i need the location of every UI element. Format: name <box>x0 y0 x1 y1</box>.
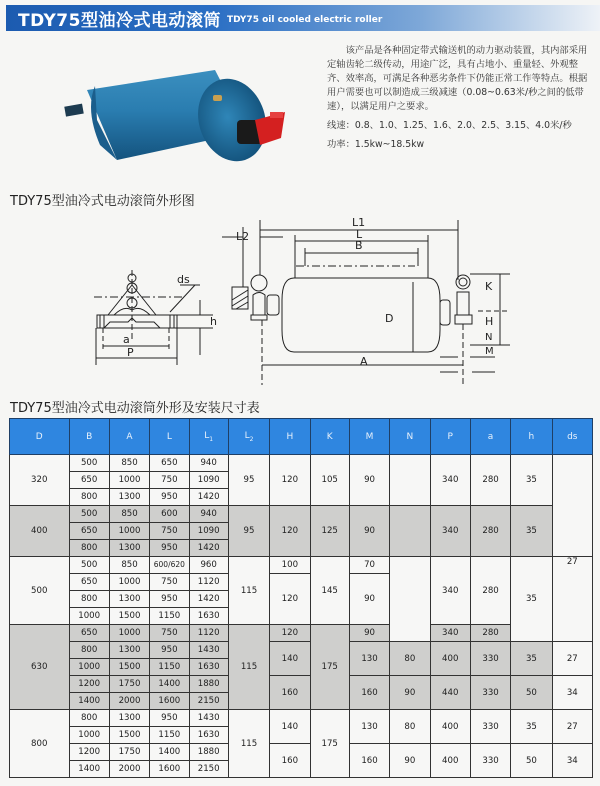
cell-L1: 1430 <box>189 710 228 727</box>
col-header-D: D <box>10 419 70 455</box>
cell-M: 160 <box>349 744 389 778</box>
cell-ds: 27 <box>552 642 592 676</box>
cell-M: 160 <box>349 676 389 710</box>
cell-H: 100 <box>270 557 310 574</box>
cell-L: 1400 <box>150 676 189 693</box>
cell-M: 90 <box>349 506 389 557</box>
cell-a: 330 <box>470 642 510 676</box>
dim-label-L: L <box>356 228 363 241</box>
description-paragraph: 该产品是各种固定带式输送机的动力驱动装置，其内部采用定轴齿轮二级传动，用途广泛，具有占地小、重量轻、外观整齐、效率高，可满足各种恶劣条件下仍能正常工作等特点。根据用户需要也可以制造成三级减速（0.08~0.63米/秒之间的低带速），以满足用户之要求。 <box>327 45 588 112</box>
cell-M: 90 <box>349 574 389 625</box>
cell-M: 90 <box>349 455 389 506</box>
cell-L: 1600 <box>150 693 189 710</box>
table-row <box>10 710 593 727</box>
cell-P: 340 <box>430 625 470 642</box>
cell-A: 1300 <box>109 591 149 608</box>
cell-h: 35 <box>511 455 552 506</box>
col-header-P: P <box>430 419 470 455</box>
cell-L: 950 <box>150 710 189 727</box>
cell-B: 500 <box>69 455 109 472</box>
page-title: TDY75型油冷式电动滚筒 <box>18 10 221 31</box>
cell-A: 1300 <box>109 489 149 506</box>
cell-N: 80 <box>390 642 430 676</box>
col-header-h: h <box>511 419 552 455</box>
cell-N: 90 <box>390 676 430 710</box>
cell-B: 800 <box>69 642 109 659</box>
cell-L1: 940 <box>189 455 228 472</box>
cell-H: 120 <box>270 506 310 557</box>
cell-B: 1000 <box>69 659 109 676</box>
col-header-L: L <box>150 419 189 455</box>
col-header-N: N <box>390 419 430 455</box>
cell-B: 1000 <box>69 727 109 744</box>
cell-P: 340 <box>430 557 470 625</box>
col-header-L2: $L_2$ <box>228 419 269 455</box>
cell-L1: 2150 <box>189 693 228 710</box>
cell-h: 35 <box>511 642 552 676</box>
cell-D: 400 <box>10 506 70 557</box>
cell-A: 1500 <box>109 608 149 625</box>
outline-drawing <box>0 205 600 395</box>
cell-L2: 115 <box>228 625 269 710</box>
page-subtitle-en: TDY75 oil cooled electric roller <box>226 14 383 25</box>
cell-L: 950 <box>150 540 189 557</box>
cell-A: 1300 <box>109 710 149 727</box>
cell-h: 50 <box>511 676 552 710</box>
cell-A: 1750 <box>109 744 149 761</box>
cell-P: 400 <box>430 744 470 778</box>
cell-L: 1400 <box>150 744 189 761</box>
cell-L1: 1630 <box>189 608 228 625</box>
table-row <box>10 506 593 523</box>
cell-a: 280 <box>470 455 510 506</box>
cell-N: 90 <box>390 744 430 778</box>
col-header-K: K <box>310 419 349 455</box>
cell-L: 950 <box>150 591 189 608</box>
cell-N <box>390 557 430 642</box>
table-row <box>10 557 593 574</box>
col-header-M: M <box>349 419 389 455</box>
cell-a: 280 <box>470 557 510 625</box>
cell-A: 1750 <box>109 676 149 693</box>
cell-D: 630 <box>10 625 70 710</box>
cell-ds: 34 <box>552 744 592 778</box>
cell-H: 140 <box>270 642 310 676</box>
cell-B: 650 <box>69 523 109 540</box>
cell-L: 750 <box>150 574 189 591</box>
cell-A: 850 <box>109 506 149 523</box>
cell-L: 1150 <box>150 659 189 676</box>
cell-D: 800 <box>10 710 70 778</box>
cell-P: 340 <box>430 455 470 506</box>
cell-B: 500 <box>69 506 109 523</box>
table-row <box>10 625 593 642</box>
cell-A: 1500 <box>109 727 149 744</box>
cell-B: 1400 <box>69 761 109 778</box>
cell-A: 1300 <box>109 540 149 557</box>
cell-H: 120 <box>270 574 310 625</box>
cell-B: 800 <box>69 489 109 506</box>
cell-K: 145 <box>310 557 349 625</box>
cell-h: 35 <box>511 710 552 744</box>
col-header-H: H <box>270 419 310 455</box>
cell-L2: 95 <box>228 455 269 506</box>
dim-label-D: D <box>385 312 394 325</box>
dim-label-ds: ds <box>177 273 190 286</box>
cell-ds <box>552 455 592 557</box>
dim-label-L1: L1 <box>352 216 366 229</box>
cell-H: 160 <box>270 744 310 778</box>
speed-spec: 线速：0.8、1.0、1.25、1.6、2.0、2.5、3.15、4.0米/秒 <box>327 120 572 131</box>
cell-N <box>390 506 430 557</box>
cell-a: 280 <box>470 506 510 557</box>
cell-K: 105 <box>310 455 349 506</box>
cell-L1: 1880 <box>189 676 228 693</box>
cell-B: 1000 <box>69 608 109 625</box>
cell-L2: 115 <box>228 557 269 625</box>
cell-N: 80 <box>390 710 430 744</box>
cell-ds: 27 <box>552 710 592 744</box>
cell-L1: 1120 <box>189 625 228 642</box>
cell-P: 440 <box>430 676 470 710</box>
cell-B: 800 <box>69 710 109 727</box>
cell-L: 950 <box>150 642 189 659</box>
cell-K: 175 <box>310 710 349 778</box>
cell-B: 800 <box>69 591 109 608</box>
cell-M: 90 <box>349 625 389 642</box>
cell-B: 800 <box>69 540 109 557</box>
cell-L: 750 <box>150 523 189 540</box>
cell-H: 120 <box>270 625 310 642</box>
cell-L1: 1880 <box>189 744 228 761</box>
cell-D: 500 <box>10 557 70 625</box>
cell-L1: 1120 <box>189 574 228 591</box>
cell-A: 1000 <box>109 574 149 591</box>
cell-L1: 960 <box>189 557 228 574</box>
dimension-table <box>9 418 593 778</box>
cell-B: 650 <box>69 472 109 489</box>
cell-L1: 1630 <box>189 659 228 676</box>
col-header-B: B <box>69 419 109 455</box>
product-photo <box>55 50 285 165</box>
dim-label-B: B <box>355 239 363 252</box>
cell-B: 1200 <box>69 676 109 693</box>
cell-B: 1400 <box>69 693 109 710</box>
cell-B: 500 <box>69 557 109 574</box>
cell-M: 70 <box>349 557 389 574</box>
cell-L1: 1430 <box>189 642 228 659</box>
cell-L: 950 <box>150 489 189 506</box>
cell-L2: 95 <box>228 506 269 557</box>
dim-label-L2: L2 <box>236 230 250 243</box>
cell-L1: 940 <box>189 506 228 523</box>
dim-label-p: P <box>127 346 134 359</box>
cell-A: 850 <box>109 455 149 472</box>
cell-L: 750 <box>150 472 189 489</box>
dim-label-M: M <box>485 346 494 357</box>
cell-H: 140 <box>270 710 310 744</box>
col-header-a: a <box>470 419 510 455</box>
cell-L1: 1090 <box>189 523 228 540</box>
cell-A: 1000 <box>109 472 149 489</box>
dim-label-K: K <box>485 280 493 293</box>
dim-label-H: H <box>485 315 494 328</box>
cell-h: 35 <box>511 557 552 642</box>
cell-L: 1600 <box>150 761 189 778</box>
cell-a: 330 <box>470 744 510 778</box>
cell-A: 850 <box>109 557 149 574</box>
cell-ds: 34 <box>552 676 592 710</box>
table-row <box>10 642 593 659</box>
table-row <box>10 455 593 472</box>
cell-P: 340 <box>430 506 470 557</box>
cell-B: 1200 <box>69 744 109 761</box>
cell-L1: 1420 <box>189 489 228 506</box>
side-view <box>94 270 213 365</box>
cell-N <box>390 455 430 506</box>
cell-K: 175 <box>310 625 349 710</box>
col-header-ds: ds <box>552 419 592 455</box>
cell-A: 1000 <box>109 625 149 642</box>
cell-B: 650 <box>69 625 109 642</box>
table-header-row <box>10 419 593 455</box>
title-banner <box>6 5 600 31</box>
cell-ds: 27 <box>552 557 592 642</box>
cell-L1: 2150 <box>189 761 228 778</box>
cell-D: 320 <box>10 455 70 506</box>
cell-P: 400 <box>430 710 470 744</box>
cell-L: 1150 <box>150 608 189 625</box>
cell-B: 650 <box>69 574 109 591</box>
col-header-A: A <box>109 419 149 455</box>
cell-L: 650 <box>150 455 189 472</box>
cell-A: 1300 <box>109 642 149 659</box>
power-spec: 功率：1.5kw~18.5kw <box>327 139 425 150</box>
cell-L: 1150 <box>150 727 189 744</box>
dim-label-N: N <box>485 332 493 343</box>
cell-M: 130 <box>349 710 389 744</box>
cell-A: 1500 <box>109 659 149 676</box>
cell-M: 130 <box>349 642 389 676</box>
dim-label-A: A <box>360 355 368 368</box>
cell-L1: 1090 <box>189 472 228 489</box>
cell-h: 35 <box>511 506 552 557</box>
cell-A: 2000 <box>109 761 149 778</box>
cell-H: 160 <box>270 676 310 710</box>
dim-label-h: h <box>210 315 217 328</box>
cell-A: 1000 <box>109 523 149 540</box>
cell-a: 280 <box>470 625 510 642</box>
cell-L2: 115 <box>228 710 269 778</box>
cell-L1: 1420 <box>189 540 228 557</box>
cell-P: 400 <box>430 642 470 676</box>
col-header-L1: $L_1$ <box>189 419 228 455</box>
product-description <box>327 44 595 152</box>
table-row <box>10 744 593 761</box>
cell-L: 750 <box>150 625 189 642</box>
cell-L: 600/620 <box>150 557 189 574</box>
cell-a: 330 <box>470 710 510 744</box>
cell-K: 125 <box>310 506 349 557</box>
cell-L1: 1630 <box>189 727 228 744</box>
dim-label-a: a <box>123 333 130 346</box>
cell-H: 120 <box>270 455 310 506</box>
cell-a: 330 <box>470 676 510 710</box>
drawing-title: TDY75型油冷式电动滚筒外形图 <box>10 194 195 209</box>
cell-A: 2000 <box>109 693 149 710</box>
cell-h: 50 <box>511 744 552 778</box>
cell-L: 600 <box>150 506 189 523</box>
table-title: TDY75型油冷式电动滚筒外形及安装尺寸表 <box>10 401 260 416</box>
table-row <box>10 676 593 693</box>
cell-L1: 1420 <box>189 591 228 608</box>
